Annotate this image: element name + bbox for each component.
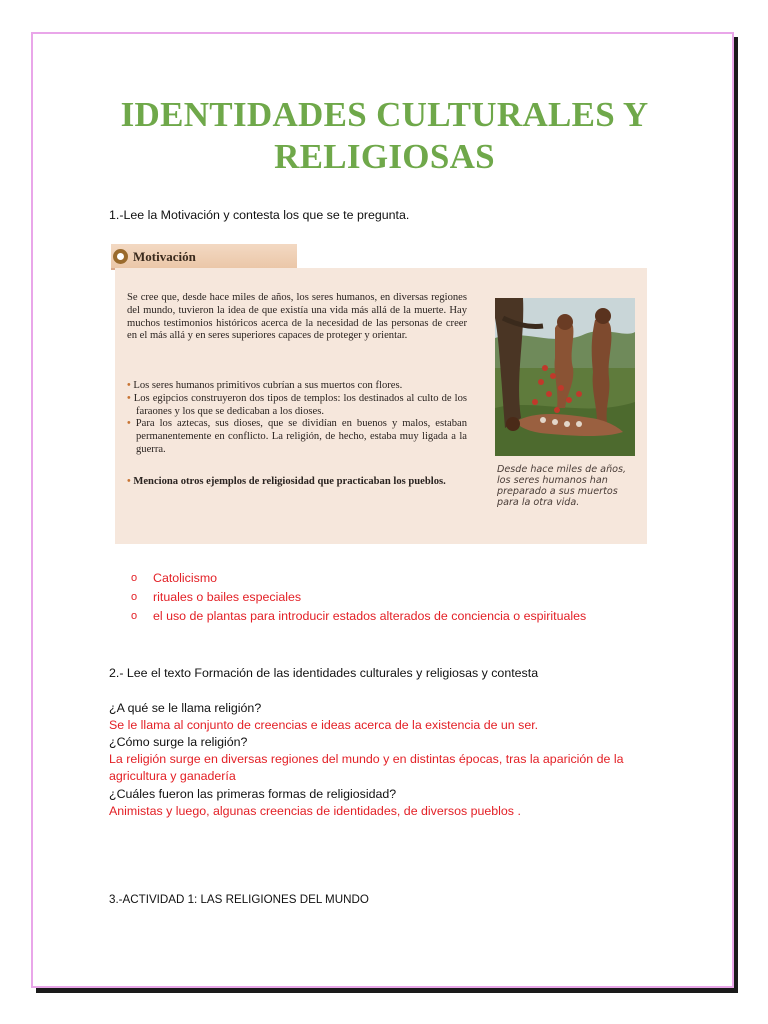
q2-question-1: ¿A qué se le llama religión? <box>109 701 262 715</box>
motivacion-question: • Menciona otros ejemplos de religiosidad que practicaban los pueblos. <box>127 476 467 489</box>
motivacion-bullet: • Los seres humanos primitivos cubrían a sus muertos con flores. <box>127 380 467 393</box>
answer-item: o el uso de plantas para introducir estados alterados de conciencia o espirituales <box>131 607 586 626</box>
illustration-caption: Desde hace miles de años, los seres humanos han preparado a sus muertos para la otra vida. <box>497 464 627 508</box>
motivacion-bullet: • Los egipcios construyeron dos tipos de templos: los destinados al culto de los faraones y los que se dedicaban a los dioses. <box>127 393 467 419</box>
question-2-prompt: 2.- Lee el texto Formación de las identidades culturales y religiosas y contesta <box>109 666 539 680</box>
motivacion-box <box>115 268 647 544</box>
motivacion-bullet: • Para los aztecas, sus dioses, que se dividían en buenos y malos, estaban permanentemente en conflicto. La religión, de hecho, estaba muy ligada a la guerra. <box>127 418 467 456</box>
page-title <box>33 94 736 178</box>
motivacion-bullets <box>127 380 467 457</box>
burial-illustration <box>495 298 635 456</box>
q2-answer-3: Animistas y luego, algunas creencias de identidades, de diversos pueblos . <box>109 804 521 818</box>
motivacion-header-label: Motivación <box>133 249 196 264</box>
document-page <box>31 32 734 988</box>
question-3-prompt: 3.-ACTIVIDAD 1: LAS RELIGIONES DEL MUNDO <box>109 893 369 906</box>
q2-answer-2-line-2: agricultura y ganadería <box>109 769 236 783</box>
title-line-2: RELIGIOSAS <box>274 137 495 176</box>
question-1-prompt: 1.-Lee la Motivación y contesta los que se te pregunta. <box>109 208 410 222</box>
q2-answer-1: Se le llama al conjunto de creencias e ideas acerca de la existencia de un ser. <box>109 718 539 732</box>
title-line-1: IDENTIDADES CULTURALES Y <box>120 95 649 134</box>
answer-item: o Catolicismo <box>131 569 586 588</box>
motivacion-header <box>111 244 297 270</box>
question-1-answers <box>131 569 586 626</box>
motivacion-paragraph: Se cree que, desde hace miles de años, los seres humanos, en diversas regiones del mundo, tuvieron la idea de que existía una vida más allá de la muerte. Hay muchos testimonios históricos acerca de la necesidad de las personas de creer en el más allá y en seres superiores capaces de proteger y orientar. <box>127 292 467 342</box>
q2-answer-2-line-1: La religión surge en diversas regiones del mundo y en distintas épocas, tras la aparición de la <box>109 752 624 766</box>
q2-question-2: ¿Cómo surge la religión? <box>109 735 248 749</box>
answer-item: o rituales o bailes especiales <box>131 588 586 607</box>
q2-question-3: ¿Cuáles fueron las primeras formas de religiosidad? <box>109 787 397 801</box>
circle-icon <box>113 249 128 264</box>
